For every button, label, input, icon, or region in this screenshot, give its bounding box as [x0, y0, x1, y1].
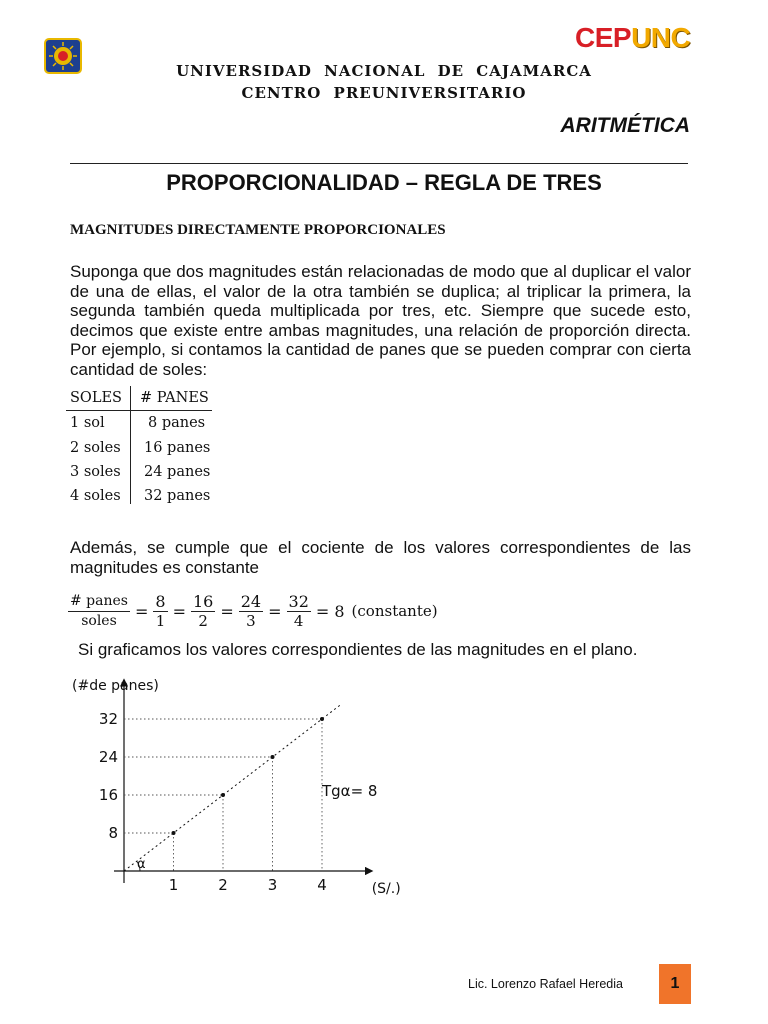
numerator: 32 [288, 591, 309, 611]
logo-part-cep: CEP [575, 22, 632, 53]
table-cell: 3 soles [70, 464, 121, 481]
fraction [287, 592, 311, 631]
table-row [66, 436, 212, 460]
x-tick-label: 4 [317, 876, 327, 894]
lhs-denominator: soles [81, 612, 117, 629]
numerator: 8 [155, 591, 166, 611]
denominator: 2 [198, 611, 208, 630]
y-tick-label: 8 [108, 824, 118, 842]
fraction [239, 592, 263, 631]
tangent-annotation: Tgα= 8 [322, 782, 378, 800]
author-name: Lic. Lorenzo Rafael Heredia [468, 977, 623, 991]
cepunc-logo [575, 20, 690, 54]
table-row [66, 411, 212, 435]
angle-label: α [137, 857, 146, 872]
fraction [153, 592, 167, 631]
table-cell: 32 panes [144, 488, 211, 505]
equals-sign: = [172, 601, 186, 621]
data-point [172, 831, 176, 835]
header-panes: # PANES [140, 390, 209, 407]
formula-note: (constante) [351, 602, 438, 620]
soles-panes-table [66, 386, 212, 508]
y-tick-label: 32 [98, 710, 118, 728]
intro-paragraph: Suponga que dos magnitudes están relacionadas de modo que al duplicar el valor de una de ellas, el valor de la otra también se duplica; al triplicar la primera, la segunda también queda multiplicada por tres, etc. Siempre que sucede esto, decimos que existe entre ambas magnitudes, una relación de proporción directa. Por ejemplo, si contamos la cantidad de panes que se pueden comprar con cierta cantidad de soles: [70, 262, 691, 379]
y-tick-label: 24 [98, 748, 118, 766]
equals-sign: = [134, 601, 149, 621]
lhs-numerator: # panes [68, 592, 130, 612]
x-tick-label: 2 [218, 876, 228, 894]
fraction [191, 592, 215, 631]
formula-result: = 8 [315, 601, 345, 621]
x-tick-label: 3 [267, 876, 278, 894]
constant-ratio-formula [66, 588, 438, 634]
data-point [320, 717, 324, 721]
page-number-badge [659, 964, 691, 1004]
table-cell: 4 soles [70, 488, 121, 505]
table-cell: 1 sol [70, 415, 105, 432]
table-row [66, 484, 212, 508]
logo-part-unc: UNC [631, 22, 691, 53]
header-divider [70, 163, 688, 164]
subject-title: ARITMÉTICA [560, 114, 690, 137]
table-header-row [66, 386, 212, 411]
equals-sign: = [220, 601, 234, 621]
page-title: PROPORCIONALIDAD – REGLA DE TRES [166, 170, 602, 195]
center-name: CENTRO PREUNIVERSITARIO [241, 84, 527, 102]
table-divider [130, 386, 131, 504]
y-tick-label: 16 [98, 786, 118, 804]
numerator: 16 [192, 591, 214, 611]
denominator: 3 [246, 611, 256, 630]
proportion-chart [60, 668, 420, 908]
page-number: 1 [670, 975, 680, 992]
x-tick-label: 1 [168, 876, 179, 894]
header-soles: SOLES [70, 390, 122, 407]
section-heading: MAGNITUDES DIRECTAMENTE PROPORCIONALES [70, 222, 446, 238]
graph-sentence: Si graficamos los valores correspondientes de las magnitudes en el plano. [78, 640, 638, 659]
university-name: UNIVERSIDAD NACIONAL DE CAJAMARCA [176, 62, 592, 80]
y-axis-label: (#de panes) [72, 678, 159, 694]
data-point [271, 755, 275, 759]
x-axis-label: (S/.) [371, 881, 401, 897]
data-point [221, 793, 225, 797]
table-cell: 16 panes [144, 439, 211, 456]
table-row [66, 460, 212, 484]
table-cell: 8 panes [148, 415, 206, 432]
quotient-paragraph: Además, se cumple que el cociente de los valores correspondientes de las magnitudes es constante [70, 538, 691, 577]
denominator: 4 [293, 611, 304, 630]
lhs-fraction [68, 592, 130, 631]
trend-line [124, 704, 342, 871]
numerator: 24 [240, 591, 262, 611]
equals-sign: = [268, 601, 282, 621]
denominator: 1 [155, 611, 166, 630]
table-cell: 24 panes [144, 464, 211, 481]
table-cell: 2 soles [70, 439, 121, 456]
